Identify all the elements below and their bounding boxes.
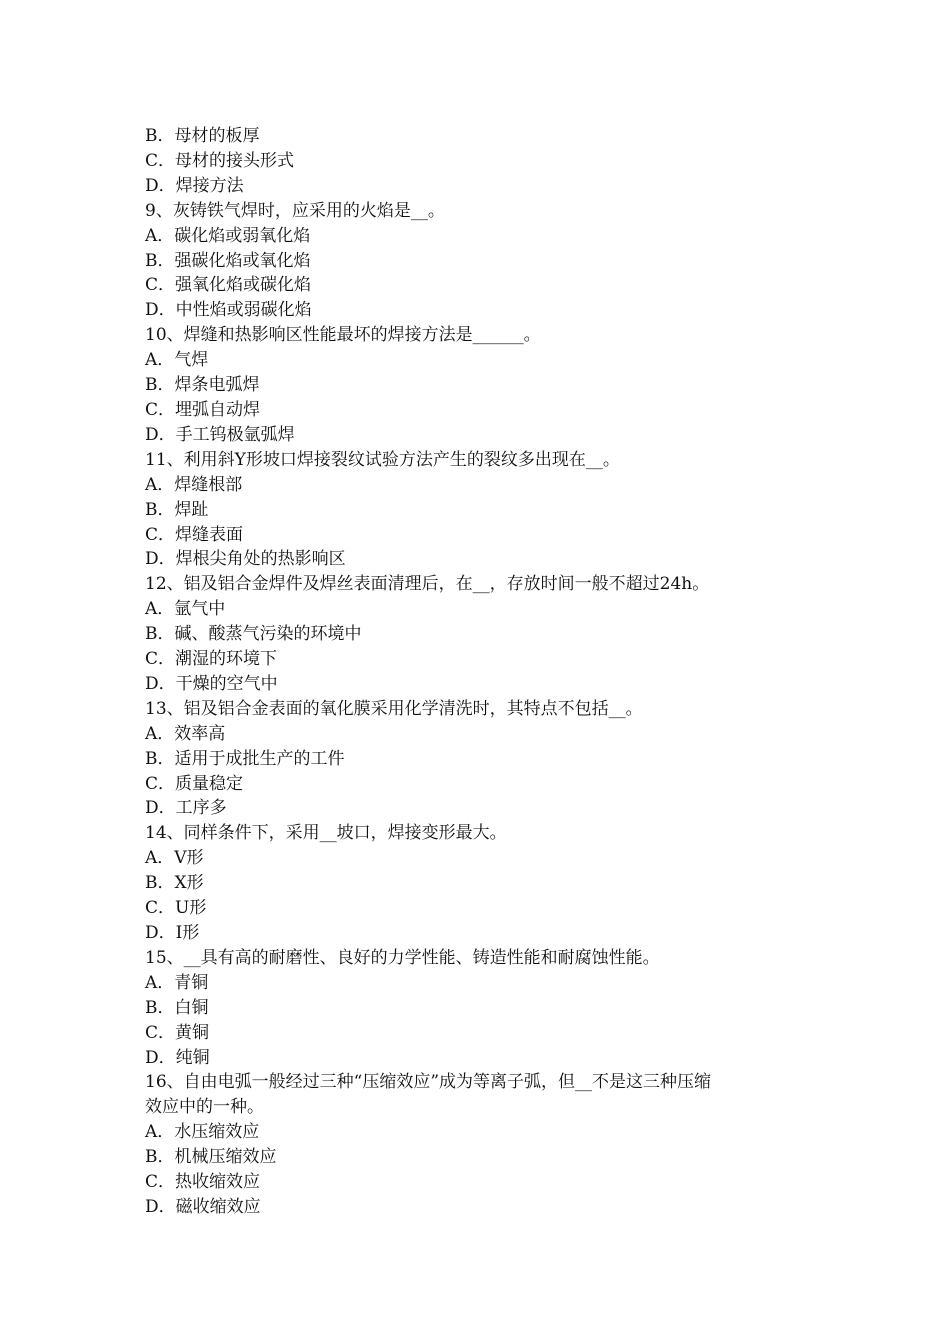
option-c-q8: C．母材的接头形式 <box>145 150 295 171</box>
option-a-q10: A．气焊 <box>145 350 209 371</box>
question-11: 11、利用斜Y形坡口焊接裂纹试验方法产生的裂纹多出现在__。 <box>145 449 620 470</box>
option-c-q14: C．U形 <box>145 898 207 919</box>
question-16-line-2: 效应中的一种。 <box>145 1097 264 1118</box>
option-c-q16: C．热收缩效应 <box>145 1172 261 1193</box>
option-a-q12: A．氩气中 <box>145 599 226 620</box>
option-a-q16: A．水压缩效应 <box>145 1122 260 1143</box>
option-d-q11: D．焊根尖角处的热影响区 <box>145 549 346 570</box>
option-b-q9: B．强碳化焰或氧化焰 <box>145 250 311 271</box>
option-c-q15: C．黄铜 <box>145 1022 210 1043</box>
option-d-q15: D．纯铜 <box>145 1047 210 1068</box>
option-d-q13: D．工序多 <box>145 798 227 819</box>
option-a-q11: A．焊缝根部 <box>145 474 243 495</box>
question-9: 9、灰铸铁气焊时，应采用的火焰是__。 <box>145 200 445 221</box>
option-a-q15: A．青铜 <box>145 972 209 993</box>
option-c-q11: C．焊缝表面 <box>145 524 244 545</box>
document-page <box>145 124 825 1220</box>
question-14: 14、同样条件下，采用__坡口，焊接变形最大。 <box>145 823 507 844</box>
option-b-q13: B．适用于成批生产的工件 <box>145 748 345 769</box>
option-d-q10: D．手工钨极氩弧焊 <box>145 424 295 445</box>
option-c-q9: C．强氧化焰或碳化焰 <box>145 275 312 296</box>
question-12: 12、铝及铝合金焊件及焊丝表面清理后，在__，存放时间一般不超过24h。 <box>145 574 710 595</box>
option-b-q16: B．机械压缩效应 <box>145 1147 277 1168</box>
option-d-q8: D．焊接方法 <box>145 175 244 196</box>
option-d-q16: D．磁收缩效应 <box>145 1196 261 1217</box>
option-d-q12: D．干燥的空气中 <box>145 673 278 694</box>
option-b-q11: B．焊趾 <box>145 499 209 520</box>
option-b-q8: B．母材的板厚 <box>145 126 260 146</box>
option-b-q14: B．X形 <box>145 873 204 894</box>
question-10: 10、焊缝和热影响区性能最坏的焊接方法是______。 <box>145 325 541 346</box>
option-b-q10: B．焊条电弧焊 <box>145 375 260 396</box>
question-16-line-1: 16、自由电弧一般经过三种“压缩效应”成为等离子弧，但__不是这三种压缩 <box>145 1072 712 1093</box>
question-13: 13、铝及铝合金表面的氧化膜采用化学清洗时，其特点不包括__。 <box>145 698 643 719</box>
option-b-q12: B．碱、酸蒸气污染的环境中 <box>145 624 362 645</box>
option-d-q9: D．中性焰或弱碳化焰 <box>145 300 312 321</box>
option-a-q13: A．效率高 <box>145 723 226 744</box>
option-c-q13: C．质量稳定 <box>145 773 244 794</box>
option-a-q14: A．V形 <box>145 848 204 869</box>
option-b-q15: B．白铜 <box>145 997 209 1018</box>
option-c-q10: C．埋弧自动焊 <box>145 399 261 420</box>
question-15: 15、__具有高的耐磨性、良好的力学性能、铸造性能和耐腐蚀性能。 <box>145 947 660 968</box>
option-a-q9: A．碳化焰或弱氧化焰 <box>145 225 311 246</box>
option-d-q14: D．I形 <box>145 923 200 943</box>
option-c-q12: C．潮湿的环境下 <box>145 649 278 670</box>
